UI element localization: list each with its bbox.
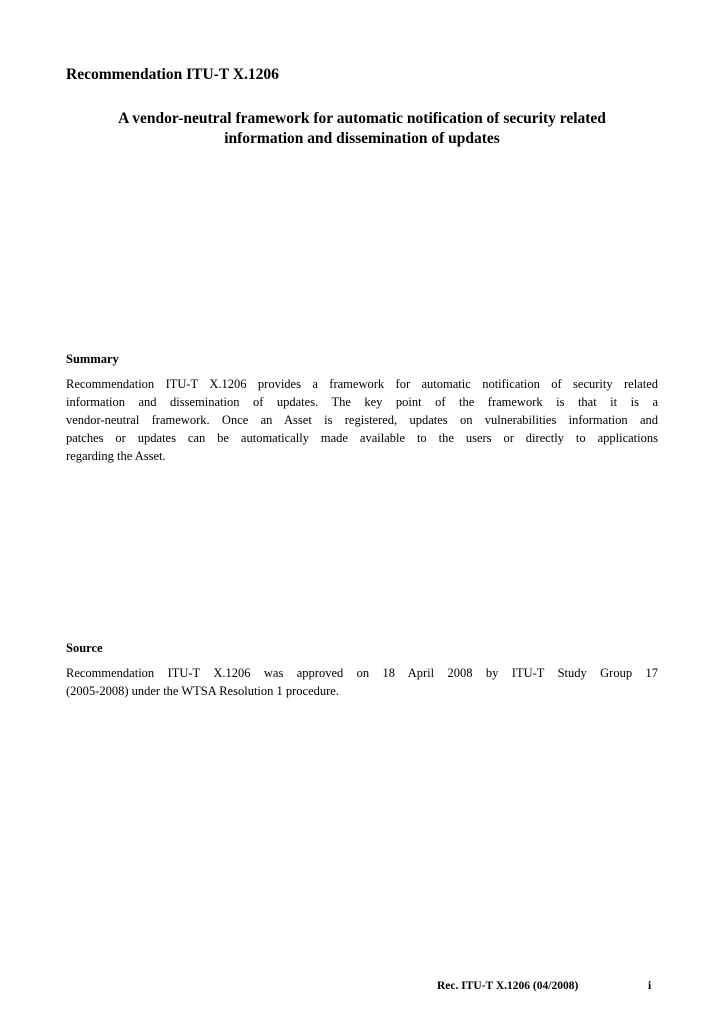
source-heading: Source xyxy=(66,641,103,655)
summary-line: Recommendation ITU-T X.1206 provides a framework for automatic notification of security related xyxy=(66,377,658,391)
document-title xyxy=(66,109,658,149)
recommendation-title: Recommendation ITU-T X.1206 xyxy=(66,66,279,83)
summary-line: vendor-neutral framework. Once an Asset is registered, updates on vulnerabilities information and xyxy=(66,413,658,427)
document-title-line-2: information and dissemination of updates xyxy=(224,130,500,147)
footer-reference: Rec. ITU-T X.1206 (04/2008) xyxy=(437,980,579,992)
summary-heading: Summary xyxy=(66,352,119,366)
document-title-line-1: A vendor-neutral framework for automatic notification of security related xyxy=(118,110,606,127)
summary-line: information and dissemination of updates. The key point of the framework is that it is a xyxy=(66,395,658,409)
summary-line: patches or updates can be automatically made available to the users or directly to applications xyxy=(66,431,658,445)
summary-line: regarding the Asset. xyxy=(66,449,166,463)
source-line: Recommendation ITU-T X.1206 was approved on 18 April 2008 by ITU-T Study Group 17 xyxy=(66,666,658,680)
summary-text xyxy=(66,375,658,465)
source-line: (2005-2008) under the WTSA Resolution 1 procedure. xyxy=(66,684,339,698)
source-text xyxy=(66,664,658,700)
page-number: i xyxy=(648,980,652,992)
